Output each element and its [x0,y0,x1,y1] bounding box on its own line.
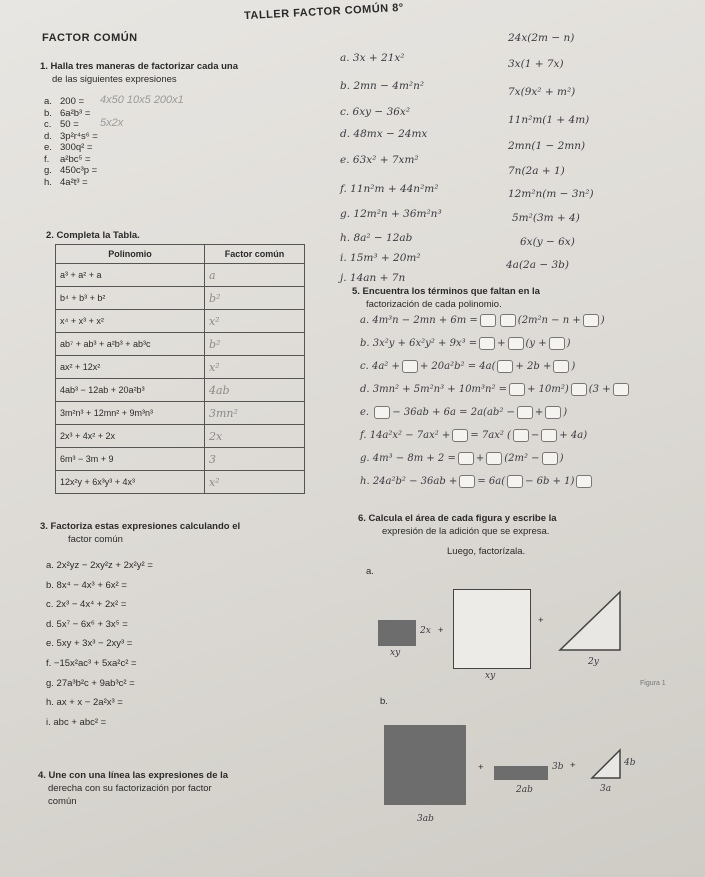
figure-b-dim-triangle-base: 3a [600,784,612,794]
table-cell-polinomio: 6m³ − 3m + 9 [56,448,205,471]
worksheet-top-title: TALLER FACTOR COMÚN 8° [243,1,405,23]
expression-item: j. 14an + 7n [340,272,406,284]
section5-blank [507,475,523,488]
section5-item-right: + [534,407,544,418]
table-row [56,264,305,287]
section5-item-mid: + [475,453,485,464]
table-cell-polinomio: 3m²n³ + 12mn² + 9m³n³ [56,402,205,425]
factorization-item: 24x(2m − n) [508,32,575,44]
section6-line3: Luego, factorízala. [447,546,526,557]
figure-b-plus-2: + [570,760,576,771]
section4-line1: 4. Une con una línea las expresiones de la [38,770,229,781]
section5-item-label: d. [360,384,373,395]
section5-item-end: ) [563,407,568,418]
section5-subtitle: factorización de cada polinomio. [366,299,502,310]
table-row [56,425,305,448]
figure-b-dim-rect-width: 2ab [516,785,533,795]
section2-title: 2. Completa la Tabla. [46,230,140,241]
section5-blank [497,360,513,373]
section5-item-mid: − 36ab + 6a = 2a(ab² − [392,407,515,418]
section1-item-label: g. [44,165,52,176]
figure-b-dim-triangle-height: 4b [624,758,636,768]
section5-blank [576,475,592,488]
figure-b-rectangle [494,766,548,780]
figure-a-dim-triangle: 2y [588,657,599,667]
section3-item: h. ax + x − 2a²x³ = [46,697,123,709]
section3-item: a. 2x²yz − 2xy²z + 2x²y² = [46,560,153,571]
section5-blank [542,452,558,465]
table-cell-factor: a [204,264,304,287]
section5-item-right: (y + [525,338,547,349]
table-cell-factor: 3 [204,448,304,471]
section1-item-label: e. [44,142,52,153]
section3-item: d. 5x⁷ − 6x⁶ + 3x⁵ = [46,618,128,630]
expression-item: h. 8a² − 12ab [340,232,413,244]
section6-line2: expresión de la adición que se expresa. [382,526,550,537]
section1-item-label: h. [44,176,52,188]
table-cell-polinomio: b⁴ + b³ + b² [56,287,205,310]
figure-b-dim-square: 3ab [417,814,434,824]
section5-item-end: ) [566,338,571,349]
section5-item [360,406,567,419]
section5-item-right: (2m² − [504,453,540,464]
section1-item-answer: 5x2x [100,117,124,129]
factorization-item: 11n²m(1 + 4m) [508,114,590,126]
expression-item: b. 2mn − 4m²n² [340,80,425,92]
section5-blank [517,406,533,419]
table-header-factor: Factor común [204,245,304,264]
factorization-item: 4a(2a − 3b) [506,259,569,271]
section5-blank [480,314,496,327]
section5-item-left: 14a²x² − 7ax² + [369,430,451,441]
figure-b-triangle [590,748,624,782]
figure-b-plus-1: + [478,762,484,773]
table-cell-factor: 3mn² [204,402,304,425]
section5-blank [583,314,599,327]
table-cell-polinomio: 4ab³ − 12ab + 20a²b³ [56,379,205,402]
table-cell-factor: 2x [204,425,304,448]
section5-item-end: ) [559,453,564,464]
expression-item: g. 12m²n + 36m²n³ [340,208,442,220]
table-row [56,333,305,356]
section1-item-label: c. [44,119,52,130]
figure-a-square [453,589,531,669]
section1-item-answer: 4x50 10x5 200x1 [100,94,184,106]
section5-item-label: a. [360,315,373,326]
section3-item: e. 5xy + 3x³ − 2xy³ = [46,638,133,650]
table-cell-polinomio: ax² + 12x² [56,356,205,379]
section5-blank [549,337,565,350]
section5-item-left: 4a² + [371,361,400,372]
section5-blank [508,337,524,350]
section5-blank [374,406,390,419]
figure-a-triangle [558,590,628,655]
section5-blank [486,452,502,465]
section1-item-expr: a²bc⁵ = [60,153,91,165]
expression-item: e. 63x² + 7xm² [340,154,419,166]
worksheet-title: FACTOR COMÚN [42,32,138,44]
factorization-item: 2mn(1 − 2mn) [508,140,586,152]
section5-item-label: f. [360,430,370,441]
table-row [56,402,305,425]
table-row [56,310,305,333]
section5-item [360,383,631,396]
table-row [56,356,305,379]
expression-item: f. 11n²m + 44n²m² [340,183,439,195]
section5-title: 5. Encuentra los términos que faltan en la [352,286,540,297]
section5-item-mid: + [497,338,506,349]
expression-item: c. 6xy − 36x² [340,106,411,118]
factorization-item: 7n(2a + 1) [508,165,565,177]
section5-item-left: 3x²y + 6x²y² + 9x³ = [372,338,478,349]
section5-blank [613,383,629,396]
section1-item-expr: 300q² = [60,142,93,153]
table-header-polinomio: Polinomio [56,245,205,264]
section5-item-left: 4m³ − 8m + 2 = [372,453,456,464]
section5-blank [458,452,474,465]
section1-item-label: d. [44,130,52,142]
section5-blank [509,383,525,396]
figure-a-dim-square: xy [485,671,496,681]
section5-item-label: g. [360,453,373,464]
figure-a-caption: Figura 1 [640,680,666,687]
section5-item-right: − 6b + 1) [525,476,575,487]
table-row [56,448,305,471]
section5-item [360,337,571,350]
section1-item-label: f. [44,153,50,165]
section5-item [360,452,563,465]
section3-item: b. 8x⁴ − 4x³ + 6x² = [46,579,127,591]
section6-a-label: a. [366,566,374,577]
section5-item-mid: + 20a²b² = 4a( [419,361,496,372]
figure-a-rectangle [378,620,416,646]
section3-item: g. 27a³b²c + 9ab³c² = [46,677,135,689]
factor-table [55,244,305,494]
figure-b-dim-rect-height: 3b [552,762,564,772]
section5-item-right: − [530,430,540,441]
section1-item-expr: 200 = [60,96,85,107]
section1-item-expr: 4a²t³ = [60,176,88,188]
section5-blank [479,337,495,350]
section5-item-right: (3 + [588,384,611,395]
section5-item-label: b. [360,338,373,349]
factorization-item: 7x(9x² + m²) [508,86,576,98]
section5-blank [545,406,561,419]
section5-item-label: e. [360,407,373,418]
table-cell-factor: 4ab [204,379,304,402]
figure-b-square [384,725,466,805]
section5-item [360,475,594,488]
table-cell-factor: x² [204,310,304,333]
section3-item: c. 2x³ − 4x⁴ + 2x² = [46,599,127,611]
section1-item-expr: 3p²r⁴s⁶ = [60,130,98,142]
table-row [56,379,305,402]
section5-item-left: 4m³n − 2mn + 6m = [372,315,478,326]
section3-item: f. −15x²ac³ + 5xa²c² = [46,658,137,669]
section6-line1: 6. Calcula el área de cada figura y escribe la [358,513,557,524]
section5-item-end: ) [600,315,605,326]
table-cell-polinomio: a³ + a² + a [56,264,205,287]
section1-title: 1. Halla tres maneras de factorizar cada una [40,61,239,72]
section1-item-label: b. [44,107,52,119]
table-cell-polinomio: 12x²y + 6x³y³ + 4x³ [56,471,205,494]
section5-item-label: c. [360,361,372,372]
table-cell-factor: b² [204,333,304,356]
section5-blank [541,429,557,442]
expression-item: i. 15m³ + 20m² [340,252,421,264]
section5-blank [553,360,569,373]
factorization-item: 6x(y − 6x) [520,236,575,248]
expression-item: d. 48mx − 24mx [340,128,428,140]
table-cell-polinomio: ab⁷ + ab³ + a²b³ + ab³c [56,333,205,356]
section5-item-label: h. [360,476,373,487]
figure-a-plus-2: + [538,615,544,626]
section1-item-expr: 50 = [60,119,79,130]
section1-item-expr: 450c³p = [60,165,98,176]
section5-item-mid: = 6a( [477,476,506,487]
section5-item-right: (2m²n − n + [517,315,581,326]
table-row [56,287,305,310]
section5-item-left: 3mn² + 5m²n³ + 10m³n² = [372,384,508,395]
section1-item-label: a. [44,96,52,107]
section5-item-end: ) [571,361,576,372]
section5-item-end: + 4a) [559,430,588,441]
figure-a-plus-1: + [438,625,444,636]
section5-blank [500,314,516,327]
section5-blank [459,475,475,488]
factorization-item: 5m²(3m + 4) [512,212,580,224]
expression-item: a. 3x + 21x² [340,52,405,64]
section4-line3: común [48,796,77,807]
table-cell-polinomio: 2x³ + 4x² + 2x [56,425,205,448]
section1-item-expr: 6a²b³ = [60,107,91,119]
section5-blank [402,360,418,373]
figure-a-dim-width: xy [390,648,401,658]
section5-item-mid: = 7ax² ( [470,430,511,441]
section5-item-right: + 2b + [515,361,552,372]
section5-item-mid: + 10m²) [527,384,569,395]
section1-subtitle: de las siguientes expresiones [52,74,177,85]
section5-blank [513,429,529,442]
section5-item [360,429,587,442]
section5-item-left: 24a²b² − 36ab + [372,476,458,487]
factorization-item: 12m²n(m − 3n²) [508,188,594,200]
table-cell-polinomio: x⁴ + x³ + x² [56,310,205,333]
section3-subtitle: factor común [68,534,123,545]
table-row [56,471,305,494]
section5-blank [452,429,468,442]
factorization-item: 3x(1 + 7x) [508,58,564,70]
section4-line2: derecha con su factorización por factor [48,783,212,794]
section3-title: 3. Factoriza estas expresiones calculando el [40,521,241,532]
figure-a-dim-height: 2x [420,626,431,636]
section5-blank [571,383,587,396]
table-cell-factor: b² [204,287,304,310]
table-cell-factor: x² [204,471,304,494]
table-cell-factor: x² [204,356,304,379]
section5-item [360,360,575,373]
section6-b-label: b. [380,696,388,707]
section5-item [360,314,605,327]
section3-item: i. abc + abc² = [46,716,107,728]
